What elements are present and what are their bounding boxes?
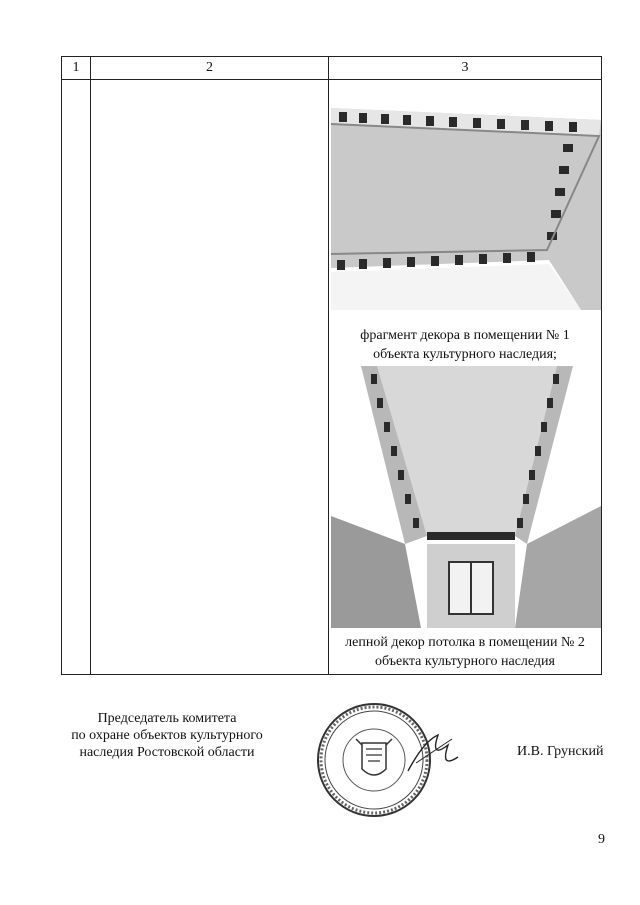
signatory-name: И.В. Грунский (517, 744, 604, 759)
annex-table (61, 56, 602, 675)
cell-photos (329, 80, 602, 675)
table-body-row (62, 80, 602, 675)
signatory-title-line-2: по охране объектов культурного (71, 728, 263, 743)
signatory-title-line-1: Председатель комитета (97, 711, 237, 726)
column-header-1: 1 (62, 57, 91, 80)
column-header-2: 2 (91, 57, 329, 80)
photo-2-caption-line-2: объекта культурного наследия (375, 654, 555, 669)
photo-1-caption-line-2: объекта культурного наследия; (373, 347, 557, 362)
cell-number (62, 80, 91, 675)
decor-photo-room-1 (331, 100, 601, 310)
decor-photo-room-2 (331, 366, 601, 628)
page-number: 9 (598, 832, 605, 847)
cell-description (91, 80, 329, 675)
photo-2-caption-line-1: лепной декор потолка в помещении № 2 (345, 635, 585, 650)
table-header-row (62, 57, 602, 80)
photo-1-caption-line-1: фрагмент декора в помещении № 1 (360, 328, 570, 343)
signatory-title (62, 710, 272, 761)
signatory-title-line-3: наследия Ростовской области (79, 745, 255, 760)
column-header-3: 3 (329, 57, 602, 80)
official-seal-stamp (312, 699, 462, 821)
